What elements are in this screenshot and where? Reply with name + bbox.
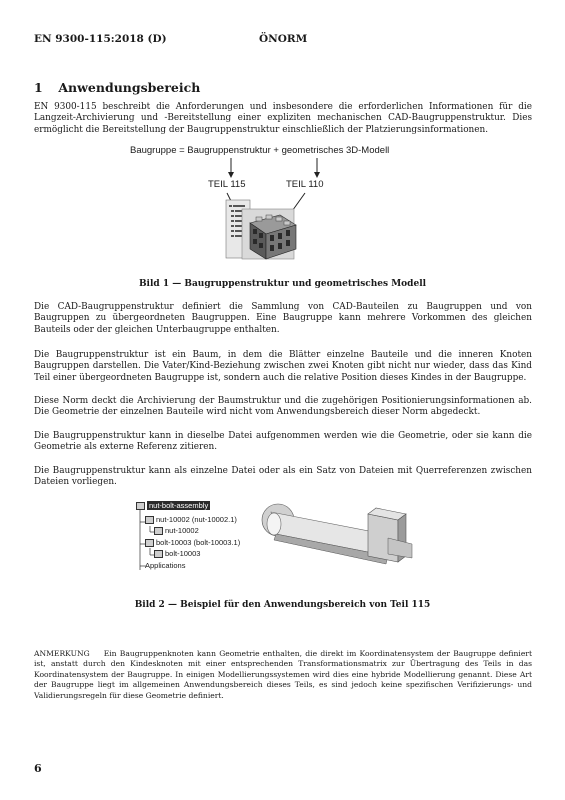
section-number: 1: [34, 80, 43, 95]
assembly-icon: [136, 502, 145, 510]
tree-node-root[interactable]: nut-bolt-assembly: [136, 501, 210, 511]
intro-paragraph: EN 9300-115 beschreibt die Anforderungen und insbesondere die erforderlichen Informationen für die Langzeit-Archivierung und -Bereitstellung einer expliziten mechanischen CAD-Baugruppenstruktur. Dies ermöglicht die Bereitstellung der Baugruppenstruktur einschließlich der Platzierungsinformationen.: [34, 102, 532, 135]
note-text: Ein Baugruppenknoten kann Geometrie enthalten, die direkt im Koordinatensystem der Baugruppe definiert ist, anstatt durch den Kindesknoten mit einer entsprechenden Transformationsmatrix zur Übertragung des Teils in das Koordinatensystem der Baugruppe. In einigen Modellierungssystemen wird dies eine hybride Modellierung genannt. Diese Art der Baugruppe liegt im allgemeinen Anwendungsbereich dieses Teils, es sind jedoch keine spezifischen Verifizierungs- und Validierungsregeln für diese Geometrie definiert.: [34, 649, 532, 700]
figure-1-illustration: [130, 145, 430, 270]
figure-1-label-part110: TEIL 110: [286, 179, 324, 190]
note-label: ANMERKUNG: [34, 649, 90, 658]
standards-organization: ÖNORM: [259, 33, 308, 45]
figure-2: [136, 498, 426, 598]
document-id: EN 9300-115:2018 (D): [34, 33, 167, 45]
figure-1-equation: Baugruppe = Baugruppenstruktur + geometrisches 3D-Modell: [130, 145, 390, 156]
figure-1: [130, 145, 430, 270]
body-paragraph-3: Diese Norm deckt die Archivierung der Baumstruktur und die zugehörigen Positionierungsinformationen ab. Die Geometrie der einzelnen Bauteile wird nicht vom Anwendungsbereich dieser Norm abgedeckt.: [34, 396, 532, 418]
body-paragraph-4: Die Baugruppenstruktur kann in dieselbe Datei aufgenommen werden wie die Geometrie, oder sie kann die Geometrie als externe Referenz zitieren.: [34, 431, 532, 453]
body-paragraph-5: Die Baugruppenstruktur kann als einzelne Datei oder als ein Satz von Dateien mit Querreferenzen zwischen Dateien vorliegen.: [34, 466, 532, 488]
tree-node-bolt-part[interactable]: bolt-10003: [154, 549, 200, 559]
page-header: [34, 33, 534, 47]
page-number: 6: [34, 762, 42, 775]
note-paragraph: [34, 649, 532, 701]
tree-node-applications[interactable]: Applications: [145, 561, 186, 570]
assembly-icon: [145, 516, 154, 524]
section-title: Anwendungsbereich: [58, 80, 201, 95]
body-paragraph-2: Die Baugruppenstruktur ist ein Baum, in dem die Blätter einzelne Bauteile und die inneren Knoten Baugruppen darstellen. Die Vater/Kind-Beziehung zwischen zwei Knoten gibt nicht nur wieder, dass das Kind Teil einer übergeordneten Baugruppe ist, sondern auch die relative Position dieses Kindes in der Baugruppe.: [34, 350, 532, 383]
figure-1-label-part115: TEIL 115: [208, 179, 246, 190]
figure-2-caption: Bild 2 — Beispiel für den Anwendungsbereich von Teil 115: [134, 600, 431, 610]
part-icon: [154, 527, 163, 535]
part-icon: [154, 550, 163, 558]
tree-node-nut-part[interactable]: nut-10002: [154, 526, 199, 536]
tree-node-nut-instance[interactable]: nut-10002 (nut-10002.1): [145, 515, 237, 525]
figure-2-illustration: [136, 498, 426, 598]
body-paragraph-1: Die CAD-Baugruppenstruktur definiert die Sammlung von CAD-Bauteilen zu Baugruppen und von Baugruppen zu übergeordneten Baugruppen. Eine Baugruppe kann mehrere Vorkommen des gleichen Bauteils oder der gleichen Unterbaugruppe enthalten.: [34, 302, 532, 335]
tree-node-bolt-instance[interactable]: bolt-10003 (bolt-10003.1): [145, 538, 240, 548]
figure-1-caption: Bild 1 — Baugruppenstruktur und geometrisches Modell: [138, 279, 427, 289]
assembly-icon: [145, 539, 154, 547]
section-heading: [34, 80, 200, 95]
